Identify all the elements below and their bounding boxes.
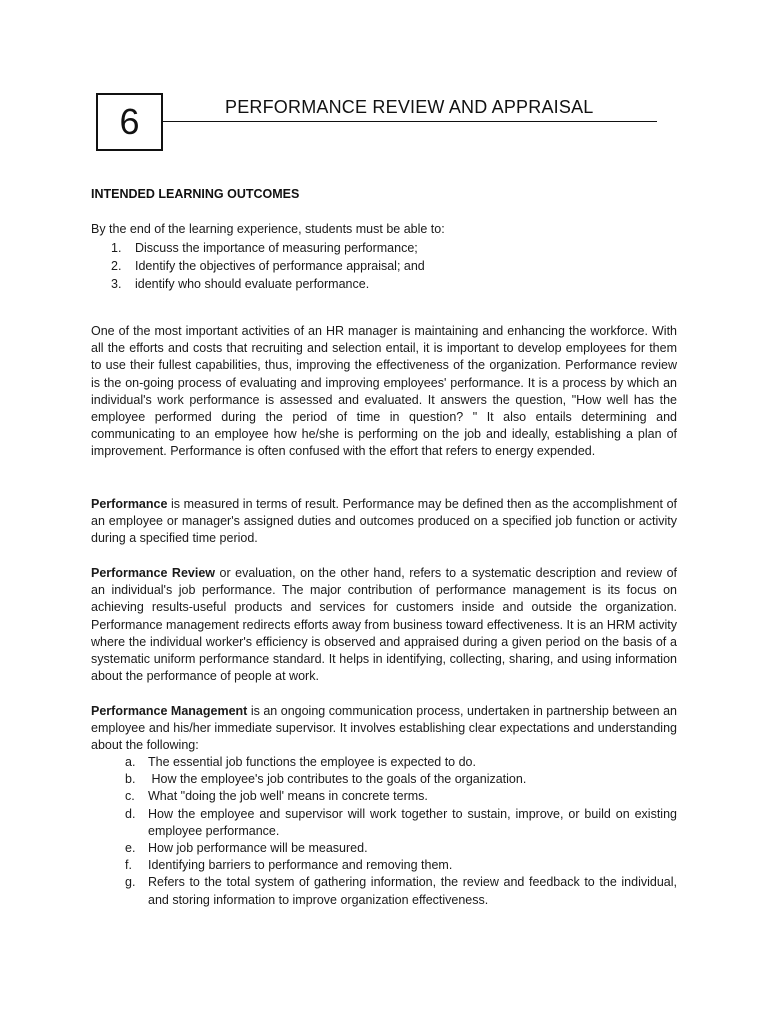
learning-outcomes-intro: By the end of the learning experience, students must be able to:: [91, 222, 445, 236]
list-item: [125, 857, 677, 874]
list-item-letter: a.: [125, 755, 136, 769]
performance-definition-paragraph: [91, 496, 677, 548]
list-item-letter: d.: [125, 806, 136, 821]
list-item-letter: e.: [125, 841, 136, 856]
chapter-number-box: [96, 93, 163, 151]
list-item: [125, 788, 677, 805]
list-item: [125, 754, 677, 771]
list-item-number: 2.: [111, 259, 122, 273]
list-item: [125, 806, 677, 840]
list-item-text: Refers to the total system of gathering information, the review and feedback to the individual, and storing information to improve organization effectiveness.: [148, 875, 677, 907]
list-item-text: Identifying barriers to performance and removing them.: [148, 858, 453, 873]
list-item: [125, 874, 677, 908]
list-item: [111, 257, 425, 275]
term-performance-management: Performance Management: [91, 704, 248, 718]
list-item-letter: f.: [125, 858, 132, 873]
list-item: [111, 275, 425, 293]
term-performance-review: Performance Review: [91, 566, 216, 580]
chapter-title: PERFORMANCE REVIEW AND APPRAISAL: [225, 97, 594, 117]
list-item-letter: g.: [125, 875, 136, 890]
performance-management-paragraph: [91, 703, 677, 755]
list-item-text: Discuss the importance of measuring performance;: [135, 241, 418, 255]
list-item-text: How job performance will be measured.: [148, 841, 368, 856]
list-item-text: How the employee and supervisor will work together to sustain, improve, or build on existing employee performance.: [148, 806, 677, 838]
list-item: [125, 840, 677, 857]
list-item-letter: b.: [125, 772, 136, 787]
list-item-text: Identify the objectives of performance appraisal; and: [135, 259, 425, 273]
learning-outcomes-heading: INTENDED LEARNING OUTCOMES: [91, 187, 300, 201]
list-item: [111, 239, 425, 257]
chapter-number: 6: [119, 101, 140, 142]
performance-management-text: is an ongoing communication process, undertaken in partnership between an employee and his/her immediate supervisor. It involves establishing clear expectations and understanding about the following:: [91, 704, 677, 753]
list-item-number: 3.: [111, 277, 122, 291]
performance-review-paragraph: [91, 565, 677, 685]
list-item-text: What "doing the job well' means in concrete terms.: [148, 789, 428, 804]
list-item-text: identify who should evaluate performance.: [135, 277, 370, 291]
title-underline: [163, 121, 657, 122]
list-item-letter: c.: [125, 789, 135, 804]
term-performance: Performance: [91, 497, 168, 511]
list-item-number: 1.: [111, 241, 122, 255]
list-item-text: The essential job functions the employee is expected to do.: [148, 755, 476, 769]
learning-outcomes-list: [111, 239, 425, 293]
performance-review-text: or evaluation, on the other hand, refers to a systematic description and review of an individual's job performance. The major contribution of performance management is its focus on achieving results-useful products and services for customers inside and outside the organization. Performance management redirects efforts away from business toward effectiveness. It is an HRM activity where the individual worker's efficiency is observed and appraised during a given period on the basis of a systematic uniform performance standard. It helps in identifying, collecting, sharing, and using information about the performance of people at work.: [91, 566, 677, 684]
list-item: [125, 771, 677, 788]
list-item-text: How the employee's job contributes to the goals of the organization.: [148, 772, 527, 787]
intro-paragraph: One of the most important activities of an HR manager is maintaining and enhancing the workforce. With all the efforts and costs that recruiting and selection entail, it is important to develop employees for them to use their fullest capabilities, thus, improving the effectiveness of the organization. Performance review is the on-going process of evaluating and improving employees' performance. It is a process by which an individual's work performance is assessed and evaluated. It answers the question, "How well has the employee performed during the period of time in question? " It also entails determining and communicating to an employee how he/she is performing on the job and ideally, establishing a plan of improvement. Performance is often confused with the effort that refers to energy expended.: [91, 324, 677, 459]
performance-definition-text: is measured in terms of result. Performance may be defined then as the accomplishment of an employee or manager's assigned duties and outcomes produced on a specified job function or activity during a specified time period.: [91, 497, 677, 546]
performance-management-list: [125, 754, 677, 909]
